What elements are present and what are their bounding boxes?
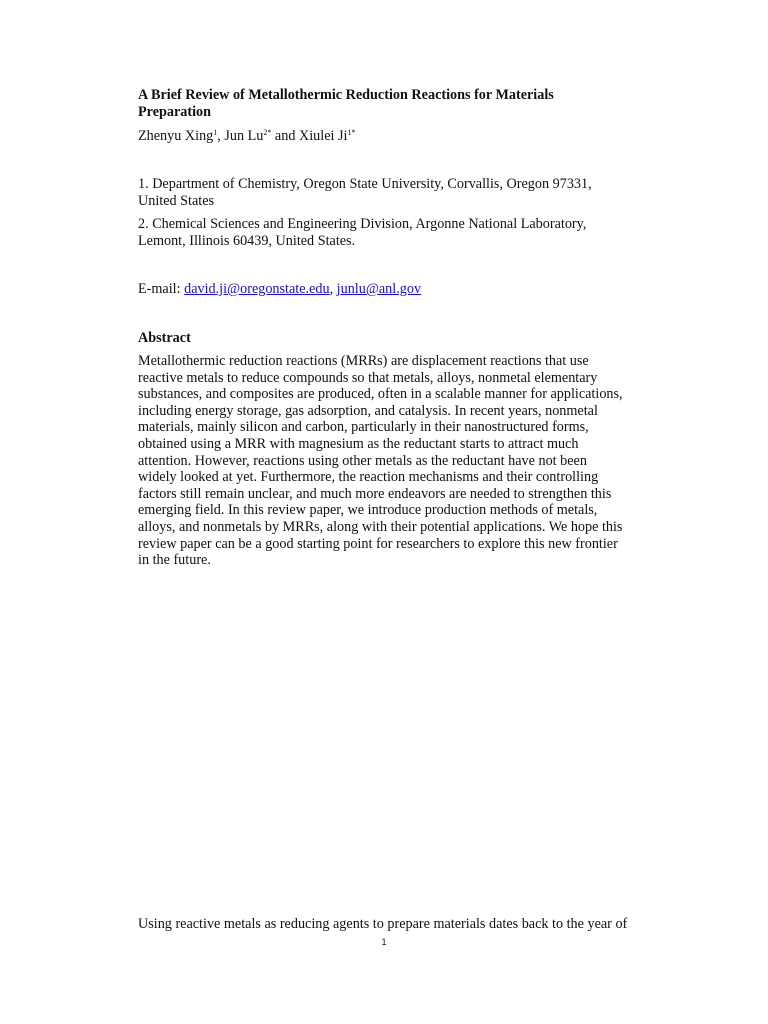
abstract-line: reactive metals to reduce compounds so that metals, alloys, nonmetal elementary	[138, 369, 598, 386]
email-link-ji[interactable]: david.ji@oregonstate.edu	[184, 281, 330, 297]
email-link-lu[interactable]: junlu@anl.gov	[336, 281, 422, 297]
author-affiliation-marker: 1	[213, 128, 218, 137]
abstract-line: factors still remain unclear, and much more endeavors are needed to strengthen this	[138, 485, 612, 502]
abstract-line: substances, and composites are produced, often in a scalable manner for applications,	[138, 386, 623, 403]
author-separator: ,	[217, 128, 225, 144]
abstract-line: alloys, and nonmetals by MRRs, along with their potential applications. We hope this	[138, 518, 623, 535]
abstract-line: emerging field. In this review paper, we introduce production methods of metals,	[138, 502, 598, 519]
abstract-heading: Abstract	[138, 330, 191, 346]
author-separator: and	[271, 128, 299, 144]
abstract-line: Metallothermic reduction reactions (MRRs) are displacement reactions that use	[138, 353, 589, 369]
abstract-line: materials, mainly silicon and carbon, particularly in their nanostructured forms,	[138, 419, 589, 436]
email-separator: ,	[329, 281, 337, 297]
paper-title: A Brief Review of Metallothermic Reduction Reactions for Materials Preparation	[138, 87, 554, 120]
affiliation-1: 1. Department of Chemistry, Oregon State University, Corvallis, Oregon 97331, United States	[138, 176, 592, 209]
author-affiliation-marker: 1*	[347, 128, 356, 137]
author-name: Xiulei Ji	[298, 128, 348, 144]
author-affiliation-marker: 2*	[263, 128, 272, 137]
page-number: 1	[381, 937, 387, 947]
affiliation-2: 2. Chemical Sciences and Engineering Division, Argonne National Laboratory, Lemont, Illinois 60439, United States.	[138, 216, 587, 249]
author-name: Zhenyu Xing	[138, 128, 214, 144]
abstract-line: attention. However, reactions using other metals as the reductant have not been	[138, 452, 587, 469]
author-name: Jun Lu	[224, 128, 264, 144]
abstract-line: review paper can be a good starting point for researchers to explore this new frontier	[138, 535, 618, 552]
abstract-line: including energy storage, gas adsorption, and catalysis. In recent years, nonmetal	[138, 402, 598, 419]
body-text-first-line: Using reactive metals as reducing agents to prepare materials dates back to the year of	[138, 916, 628, 932]
abstract-line: widely looked at yet. Furthermore, the reaction mechanisms and their controlling	[138, 469, 599, 486]
abstract-line: obtained using a MRR with magnesium as the reductant starts to attract much	[138, 435, 579, 452]
contact-email	[138, 281, 618, 298]
email-label: E-mail:	[138, 281, 185, 297]
author-list	[138, 128, 638, 145]
abstract-text	[138, 353, 638, 569]
abstract-line: in the future.	[138, 552, 211, 569]
